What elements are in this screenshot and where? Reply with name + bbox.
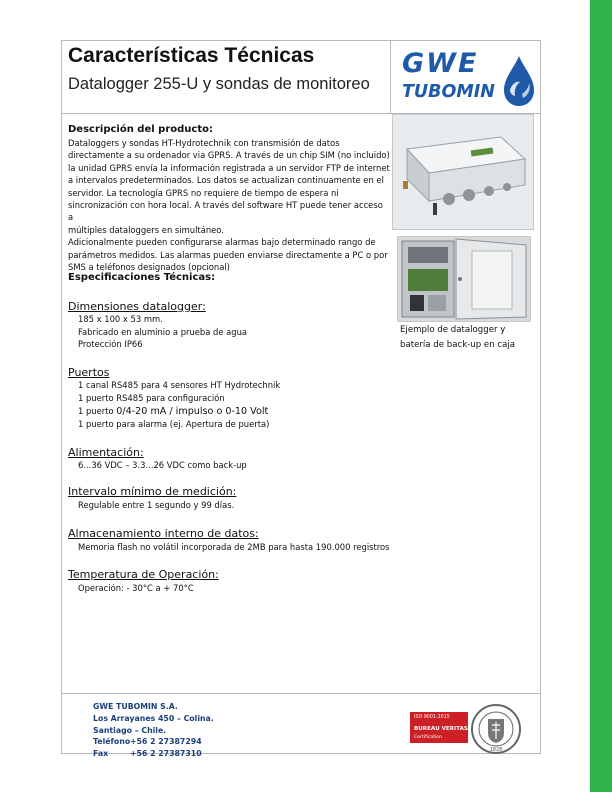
description-line: parámetros medidos. Las alarmas pueden enviarse directamente a PC o por	[68, 249, 388, 260]
footer-address-1: Los Arrayanes 450 – Colina.	[93, 713, 214, 723]
description-body	[68, 137, 390, 273]
power-heading: Alimentación:	[68, 446, 144, 459]
dimensions-item: Protección IP66	[78, 339, 143, 350]
power-item: 6...36 VDC – 3.3...26 VDC como back-up	[78, 460, 247, 470]
ports-item-prefix: 1 puerto	[78, 406, 117, 416]
footer-fax: +56 2 27387310	[130, 749, 202, 759]
footer-contact	[93, 701, 214, 760]
storage-item: Memoria flash no volátil incorporada de 2MB para hasta 190.000 registros	[78, 542, 390, 552]
logo-text-tubomin: TUBOMIN	[402, 82, 495, 102]
gwe-tubomin-logo	[398, 48, 538, 110]
dimensions-list	[78, 313, 247, 351]
photo-caption	[400, 323, 540, 352]
ports-list	[78, 379, 280, 431]
footer-company: GWE TUBOMIN S.A.	[93, 702, 178, 711]
water-drop-icon	[502, 54, 536, 108]
datalogger-box-photo	[397, 236, 531, 322]
description-line: a intervalos predeterminados. Los datos se actualizan continuamente en el	[68, 175, 384, 186]
footer-fax-row	[93, 748, 214, 760]
description-line: Adicionalmente pueden configurarse alarmas bajo determinado rango de	[68, 237, 376, 248]
green-side-bar	[590, 0, 612, 792]
temperature-heading: Temperatura de Operación:	[68, 568, 219, 581]
description-line: servidor. La tecnología GPRS no requiere de tiempo de espera ni	[68, 187, 339, 198]
caption-line: batería de back-up en caja	[400, 339, 516, 350]
footer-address-2: Santiago – Chile.	[93, 725, 167, 735]
footer-fax-label: Fax	[93, 749, 109, 759]
ports-heading: Puertos	[68, 366, 110, 379]
dimensions-item: 185 x 100 x 53 mm.	[78, 314, 163, 324]
datalogger-illustration	[393, 115, 533, 229]
ports-item-emphasis: 0/4-20 mA / impulso o 0-10 Volt	[116, 406, 269, 417]
datalogger-photo	[392, 114, 534, 230]
description-line: múltiples dataloggers en simultáneo.	[68, 224, 224, 235]
page-title: Características Técnicas	[68, 44, 315, 67]
description-heading: Descripción del producto:	[68, 124, 213, 135]
dimensions-item: Fabricado en aluminio a prueba de agua	[78, 326, 248, 337]
certifier-name: BUREAU VERITAS	[414, 726, 468, 732]
bureau-veritas-badge	[410, 712, 468, 743]
dimensions-heading: Dimensiones datalogger:	[68, 300, 206, 313]
ports-item: 1 puerto RS485 para configuración	[78, 393, 225, 403]
logo-text-gwe: GWE	[402, 48, 479, 79]
footer-phone-row	[93, 736, 214, 748]
description-line: Dataloggers y sondas HT-Hydrotechnik con transmisión de datos	[68, 138, 340, 148]
footer-phone: +56 2 27387294	[130, 737, 202, 747]
specs-heading: Especificaciones Técnicas:	[68, 272, 216, 283]
description-line: la unidad GPRS envía la información registrada a un servidor FTP de internet	[68, 162, 390, 173]
footer-phone-label: Teléfono	[93, 737, 131, 747]
ports-item: 1 canal RS485 para 4 sensores HT Hydrotechnik	[78, 380, 281, 390]
interval-item: Regulable entre 1 segundo y 99 días.	[78, 500, 235, 510]
certifier-sub: Certification	[414, 735, 443, 740]
caption-line: Ejemplo de datalogger y	[400, 325, 506, 335]
page-subtitle: Datalogger 255-U y sondas de monitoreo	[68, 75, 370, 93]
storage-heading: Almacenamiento interno de datos:	[68, 527, 259, 540]
iso-standard: ISO 9001:2015	[414, 715, 450, 720]
ports-item: 1 puerto para alarma (ej. Apertura de puerta)	[78, 419, 270, 429]
header-vertical-divider	[390, 40, 391, 113]
description-line: directamente a su ordenador via GPRS. A través de un chip SIM (no incluido)	[68, 150, 390, 161]
description-line: SMS a teléfonos designados (opcional)	[68, 262, 230, 273]
datalogger-box-illustration	[398, 237, 530, 321]
temperature-item: Operación: - 30°C a + 70°C	[78, 583, 194, 593]
seal-year: 1828	[489, 747, 503, 753]
description-line: sincronización con hora local. A través del software HT puede tener acceso a	[68, 200, 383, 223]
interval-heading: Intervalo mínimo de medición:	[68, 485, 237, 498]
ports-item-analog	[78, 405, 280, 418]
footer-divider	[61, 693, 541, 694]
bureau-veritas-seal-icon	[470, 703, 522, 755]
